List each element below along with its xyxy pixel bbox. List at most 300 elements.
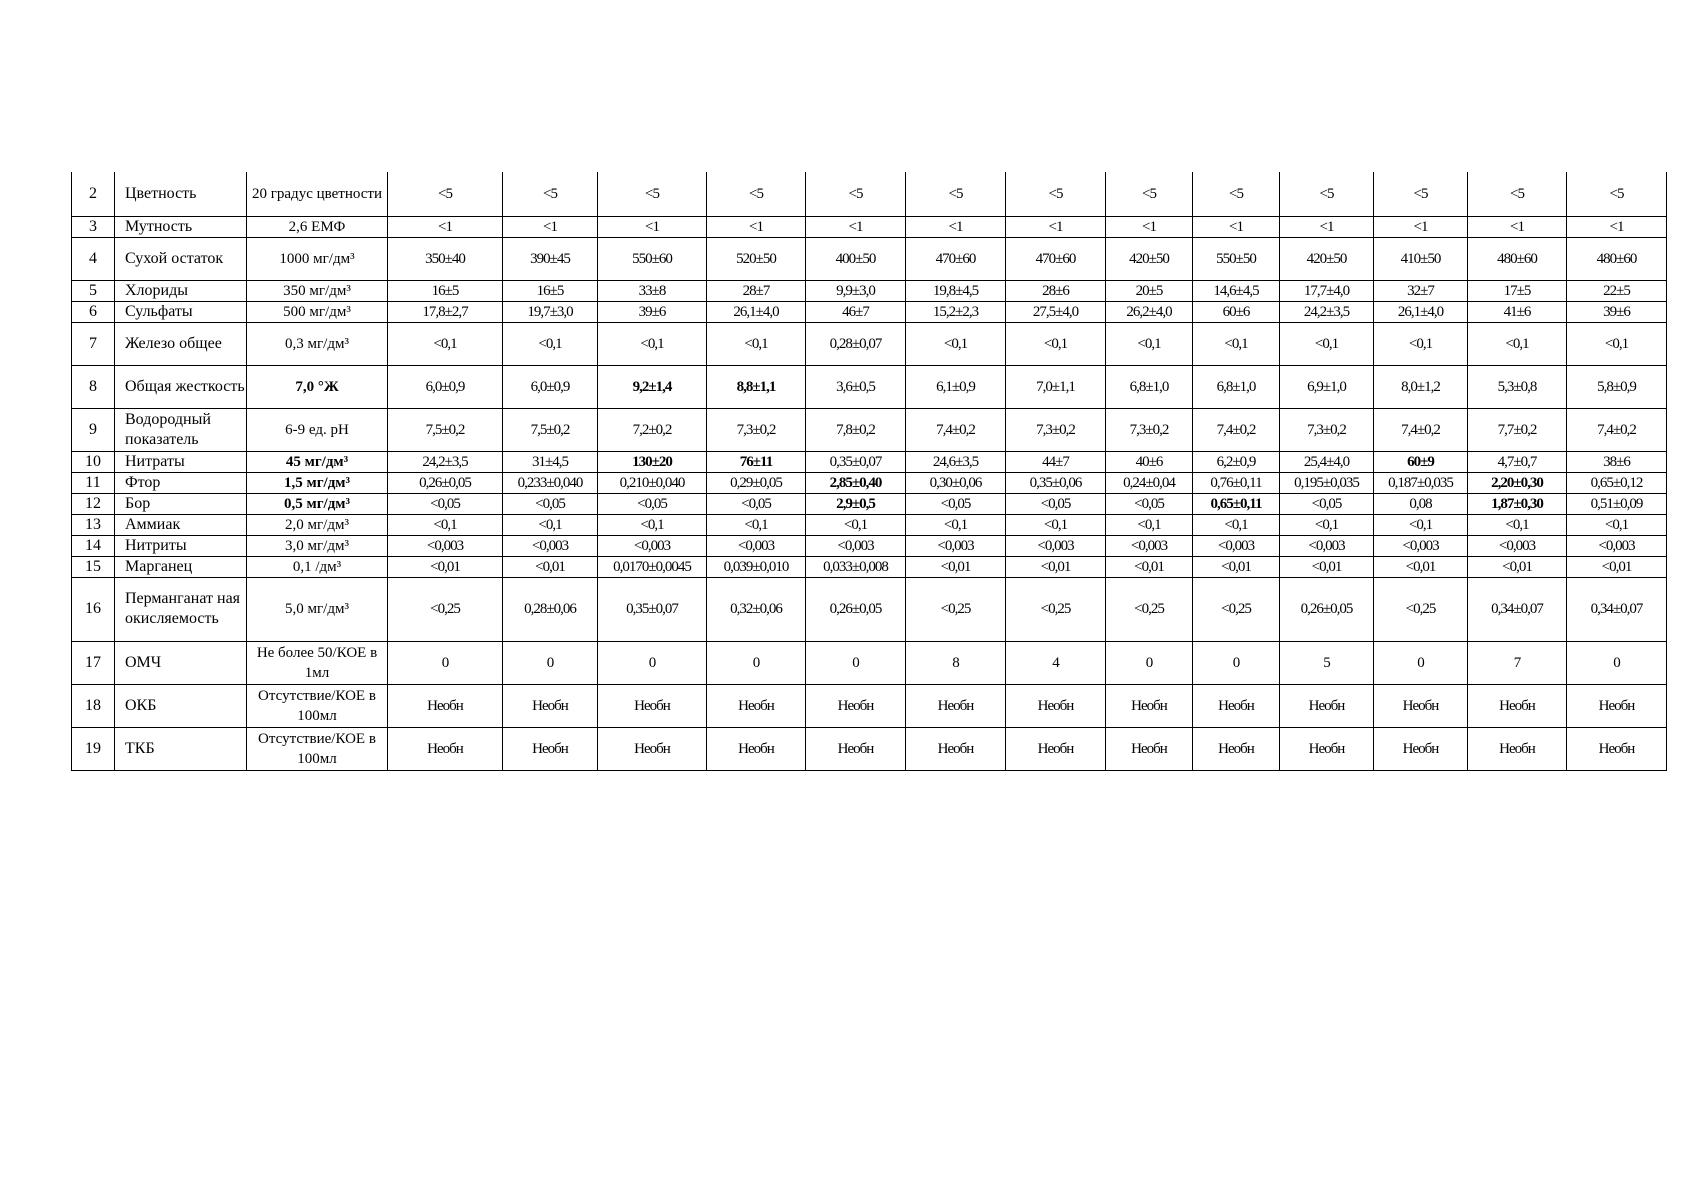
norm-value: 500 мг/дм³ xyxy=(247,301,388,322)
measurement-cell: Необн xyxy=(1280,727,1374,770)
measurement-cell: 17,8±2,7 xyxy=(388,301,503,322)
measurement-cell: 31±4,5 xyxy=(503,451,598,472)
measurement-cell: 8,0±1,2 xyxy=(1374,365,1468,408)
measurement-cell: 24,2±3,5 xyxy=(1280,301,1374,322)
norm-value: 0,3 мг/дм³ xyxy=(247,322,388,365)
norm-value: 2,0 мг/дм³ xyxy=(247,514,388,535)
measurement-cell: 130±20 xyxy=(598,451,707,472)
parameter-name: Мутность xyxy=(115,216,247,237)
measurement-cell: 550±60 xyxy=(598,237,707,280)
measurement-cell: 0,033±0,008 xyxy=(806,556,906,577)
measurement-cell: 0,76±0,11 xyxy=(1193,472,1280,493)
measurement-cell: Необн xyxy=(1106,684,1193,727)
measurement-cell: Необн xyxy=(503,684,598,727)
measurement-cell: <0,1 xyxy=(503,514,598,535)
measurement-cell: <1 xyxy=(503,216,598,237)
measurement-cell: <0,01 xyxy=(1006,556,1106,577)
measurement-cell: 0,210±0,040 xyxy=(598,472,707,493)
measurement-cell: 0 xyxy=(1193,641,1280,684)
measurement-cell: Необн xyxy=(1468,727,1567,770)
measurement-cell: <1 xyxy=(598,216,707,237)
measurement-cell: 0,28±0,07 xyxy=(806,322,906,365)
measurement-cell: 40±6 xyxy=(1106,451,1193,472)
table-row xyxy=(72,684,1667,727)
measurement-cell: 0,35±0,06 xyxy=(1006,472,1106,493)
measurement-cell: 16±5 xyxy=(388,280,503,301)
measurement-cell: <0,01 xyxy=(1374,556,1468,577)
measurement-cell: Необн xyxy=(388,684,503,727)
measurement-cell: <0,003 xyxy=(707,535,806,556)
measurement-cell: <5 xyxy=(1468,172,1567,216)
measurement-cell: <1 xyxy=(1106,216,1193,237)
measurement-cell: 46±7 xyxy=(806,301,906,322)
measurement-cell: Необн xyxy=(1374,727,1468,770)
norm-value: 0,5 мг/дм³ xyxy=(247,493,388,514)
measurement-cell: <5 xyxy=(1567,172,1667,216)
measurement-cell: <1 xyxy=(707,216,806,237)
measurement-cell: 0,24±0,04 xyxy=(1106,472,1193,493)
measurement-cell: 60±9 xyxy=(1374,451,1468,472)
measurement-cell: 0,65±0,11 xyxy=(1193,493,1280,514)
row-number: 10 xyxy=(72,451,115,472)
row-number: 5 xyxy=(72,280,115,301)
norm-value: Не более 50/КОЕ в 1мл xyxy=(247,641,388,684)
row-number: 3 xyxy=(72,216,115,237)
measurement-cell: <0,05 xyxy=(707,493,806,514)
measurement-cell: 8,8±1,1 xyxy=(707,365,806,408)
parameter-name: ТКБ xyxy=(115,727,247,770)
measurement-cell: 7,3±0,2 xyxy=(1106,408,1193,451)
measurement-cell: <0,01 xyxy=(388,556,503,577)
parameter-name: Нитриты xyxy=(115,535,247,556)
measurement-cell: <0,25 xyxy=(1006,577,1106,641)
parameter-name: ОКБ xyxy=(115,684,247,727)
measurement-cell: <0,1 xyxy=(1106,322,1193,365)
measurement-cell: <1 xyxy=(388,216,503,237)
row-number: 6 xyxy=(72,301,115,322)
measurement-cell: 0,51±0,09 xyxy=(1567,493,1667,514)
measurement-cell: <0,003 xyxy=(1006,535,1106,556)
measurement-cell: <0,003 xyxy=(806,535,906,556)
measurement-cell: <0,01 xyxy=(1468,556,1567,577)
parameter-name: Аммиак xyxy=(115,514,247,535)
measurement-cell: <5 xyxy=(1374,172,1468,216)
norm-value: 20 градус цветности xyxy=(247,172,388,216)
parameter-name: Сульфаты xyxy=(115,301,247,322)
measurement-cell: <0,05 xyxy=(906,493,1006,514)
measurement-cell: <0,25 xyxy=(1193,577,1280,641)
measurement-cell: 7,4±0,2 xyxy=(1567,408,1667,451)
row-number: 9 xyxy=(72,408,115,451)
measurement-cell: <0,05 xyxy=(1280,493,1374,514)
measurement-cell: 39±6 xyxy=(598,301,707,322)
table-row xyxy=(72,216,1667,237)
measurement-cell: 19,8±4,5 xyxy=(906,280,1006,301)
measurement-cell: 8 xyxy=(906,641,1006,684)
measurement-cell: 0,195±0,035 xyxy=(1280,472,1374,493)
parameter-name: Сухой остаток xyxy=(115,237,247,280)
measurement-cell: <0,003 xyxy=(1468,535,1567,556)
water-analysis-table xyxy=(71,172,1667,771)
parameter-name: ОМЧ xyxy=(115,641,247,684)
measurement-cell: Необн xyxy=(1280,684,1374,727)
measurement-cell: 470±60 xyxy=(1006,237,1106,280)
measurement-cell: 0 xyxy=(503,641,598,684)
measurement-cell: 27,5±4,0 xyxy=(1006,301,1106,322)
measurement-cell: <5 xyxy=(707,172,806,216)
measurement-cell: <0,1 xyxy=(1280,514,1374,535)
measurement-cell: 0,65±0,12 xyxy=(1567,472,1667,493)
measurement-cell: 17±5 xyxy=(1468,280,1567,301)
measurement-cell: <5 xyxy=(388,172,503,216)
norm-value: 1000 мг/дм³ xyxy=(247,237,388,280)
measurement-cell: 7,5±0,2 xyxy=(503,408,598,451)
parameter-name: Цветность xyxy=(115,172,247,216)
table-row xyxy=(72,301,1667,322)
measurement-cell: <0,1 xyxy=(388,322,503,365)
measurement-cell: 6,9±1,0 xyxy=(1280,365,1374,408)
row-number: 19 xyxy=(72,727,115,770)
measurement-cell: <1 xyxy=(1193,216,1280,237)
measurement-cell: <0,1 xyxy=(388,514,503,535)
measurement-cell: Необн xyxy=(1006,684,1106,727)
norm-value: Отсутствие/КОЕ в 100мл xyxy=(247,684,388,727)
measurement-cell: Необн xyxy=(388,727,503,770)
measurement-cell: <0,1 xyxy=(1006,322,1106,365)
measurement-cell: <5 xyxy=(806,172,906,216)
measurement-cell: <0,25 xyxy=(388,577,503,641)
measurement-cell: 400±50 xyxy=(806,237,906,280)
measurement-cell: <0,1 xyxy=(906,322,1006,365)
measurement-cell: <1 xyxy=(1468,216,1567,237)
measurement-cell: <0,003 xyxy=(1193,535,1280,556)
table-row xyxy=(72,493,1667,514)
measurement-cell: Необн xyxy=(906,684,1006,727)
measurement-cell: 32±7 xyxy=(1374,280,1468,301)
measurement-cell: 480±60 xyxy=(1468,237,1567,280)
table-row xyxy=(72,641,1667,684)
norm-value: 350 мг/дм³ xyxy=(247,280,388,301)
measurement-cell: 0,26±0,05 xyxy=(388,472,503,493)
measurement-cell: 4 xyxy=(1006,641,1106,684)
measurement-cell: Необн xyxy=(906,727,1006,770)
measurement-cell: 22±5 xyxy=(1567,280,1667,301)
norm-value: 6-9 ед. pH xyxy=(247,408,388,451)
measurement-cell: 0,26±0,05 xyxy=(806,577,906,641)
measurement-cell: 0,35±0,07 xyxy=(806,451,906,472)
measurement-cell: Необн xyxy=(1006,727,1106,770)
measurement-cell: Необн xyxy=(1193,684,1280,727)
measurement-cell: 7,3±0,2 xyxy=(1006,408,1106,451)
measurement-cell: Необн xyxy=(707,727,806,770)
measurement-cell: <5 xyxy=(1280,172,1374,216)
norm-value: 45 мг/дм³ xyxy=(247,451,388,472)
measurement-cell: 0,29±0,05 xyxy=(707,472,806,493)
measurement-cell: 39±6 xyxy=(1567,301,1667,322)
parameter-name: Железо общее xyxy=(115,322,247,365)
measurement-cell: 0 xyxy=(1106,641,1193,684)
norm-value: 2,6 ЕМФ xyxy=(247,216,388,237)
measurement-cell: <0,1 xyxy=(806,514,906,535)
row-number: 14 xyxy=(72,535,115,556)
parameter-name: Фтор xyxy=(115,472,247,493)
norm-value: 5,0 мг/дм³ xyxy=(247,577,388,641)
measurement-cell: 25,4±4,0 xyxy=(1280,451,1374,472)
table-row xyxy=(72,408,1667,451)
measurement-cell: 4,7±0,7 xyxy=(1468,451,1567,472)
measurement-cell: 0 xyxy=(707,641,806,684)
measurement-cell: 6,8±1,0 xyxy=(1193,365,1280,408)
measurement-cell: 19,7±3,0 xyxy=(503,301,598,322)
measurement-cell: 420±50 xyxy=(1280,237,1374,280)
measurement-cell: <0,01 xyxy=(503,556,598,577)
measurement-cell: Необн xyxy=(1193,727,1280,770)
measurement-cell: 420±50 xyxy=(1106,237,1193,280)
measurement-cell: 76±11 xyxy=(707,451,806,472)
row-number: 16 xyxy=(72,577,115,641)
measurement-cell: <1 xyxy=(806,216,906,237)
measurement-cell: 350±40 xyxy=(388,237,503,280)
measurement-cell: Необн xyxy=(1567,727,1667,770)
measurement-cell: <5 xyxy=(1193,172,1280,216)
row-number: 12 xyxy=(72,493,115,514)
measurement-cell: 390±45 xyxy=(503,237,598,280)
measurement-cell: <0,1 xyxy=(1280,322,1374,365)
measurement-cell: 28±6 xyxy=(1006,280,1106,301)
parameter-name: Водородный показатель xyxy=(115,408,247,451)
measurement-cell: 0,0170±0,0045 xyxy=(598,556,707,577)
measurement-cell: <0,1 xyxy=(707,322,806,365)
parameter-name: Общая жесткость xyxy=(115,365,247,408)
measurement-cell: 7,3±0,2 xyxy=(1280,408,1374,451)
parameter-name: Марганец xyxy=(115,556,247,577)
measurement-cell: <0,003 xyxy=(1106,535,1193,556)
row-number: 15 xyxy=(72,556,115,577)
measurement-cell: Необн xyxy=(806,727,906,770)
measurement-cell: 15,2±2,3 xyxy=(906,301,1006,322)
norm-value: 0,1 /дм³ xyxy=(247,556,388,577)
row-number: 7 xyxy=(72,322,115,365)
table-row xyxy=(72,280,1667,301)
norm-value: 3,0 мг/дм³ xyxy=(247,535,388,556)
measurement-cell: <0,25 xyxy=(1374,577,1468,641)
measurement-cell: <1 xyxy=(1567,216,1667,237)
measurement-cell: 0,34±0,07 xyxy=(1468,577,1567,641)
measurement-cell: 0 xyxy=(806,641,906,684)
measurement-cell: <1 xyxy=(1374,216,1468,237)
measurement-cell: 16±5 xyxy=(503,280,598,301)
measurement-cell: 0,34±0,07 xyxy=(1567,577,1667,641)
measurement-cell: <0,01 xyxy=(1106,556,1193,577)
measurement-cell: <0,1 xyxy=(1193,322,1280,365)
measurement-cell: Необн xyxy=(598,727,707,770)
measurement-cell: 41±6 xyxy=(1468,301,1567,322)
measurement-cell: 0,26±0,05 xyxy=(1280,577,1374,641)
measurement-cell: 1,87±0,30 xyxy=(1468,493,1567,514)
measurement-cell: 7,0±1,1 xyxy=(1006,365,1106,408)
measurement-cell: <5 xyxy=(1106,172,1193,216)
measurement-cell: 5,3±0,8 xyxy=(1468,365,1567,408)
measurement-cell: <0,25 xyxy=(1106,577,1193,641)
measurement-cell: 0,30±0,06 xyxy=(906,472,1006,493)
measurement-cell: <0,05 xyxy=(388,493,503,514)
measurement-cell: 24,2±3,5 xyxy=(388,451,503,472)
measurement-cell: 14,6±4,5 xyxy=(1193,280,1280,301)
measurement-cell: 0 xyxy=(1567,641,1667,684)
measurement-cell: <0,05 xyxy=(503,493,598,514)
measurement-cell: <0,003 xyxy=(1280,535,1374,556)
measurement-cell: Необн xyxy=(1374,684,1468,727)
measurement-cell: <5 xyxy=(906,172,1006,216)
measurement-cell: 3,6±0,5 xyxy=(806,365,906,408)
measurement-cell: <0,01 xyxy=(1567,556,1667,577)
row-number: 4 xyxy=(72,237,115,280)
row-number: 2 xyxy=(72,172,115,216)
measurement-cell: 7 xyxy=(1468,641,1567,684)
measurement-cell: <0,1 xyxy=(906,514,1006,535)
measurement-cell: 7,4±0,2 xyxy=(906,408,1006,451)
parameter-name: Хлориды xyxy=(115,280,247,301)
measurement-cell: <0,1 xyxy=(598,514,707,535)
measurement-cell: 470±60 xyxy=(906,237,1006,280)
measurement-cell: <0,1 xyxy=(1106,514,1193,535)
norm-value: 7,0 °Ж xyxy=(247,365,388,408)
table-row xyxy=(72,577,1667,641)
measurement-cell: 9,2±1,4 xyxy=(598,365,707,408)
measurement-cell: 6,8±1,0 xyxy=(1106,365,1193,408)
measurement-cell: <0,003 xyxy=(1374,535,1468,556)
measurement-cell: <0,05 xyxy=(1006,493,1106,514)
measurement-cell: 28±7 xyxy=(707,280,806,301)
norm-value: Отсутствие/КОЕ в 100мл xyxy=(247,727,388,770)
measurement-cell: <5 xyxy=(598,172,707,216)
measurement-cell: <0,1 xyxy=(1374,514,1468,535)
measurement-cell: 6,1±0,9 xyxy=(906,365,1006,408)
measurement-cell: <0,1 xyxy=(1006,514,1106,535)
measurement-cell: 0,08 xyxy=(1374,493,1468,514)
row-number: 13 xyxy=(72,514,115,535)
measurement-cell: 17,7±4,0 xyxy=(1280,280,1374,301)
table-row xyxy=(72,451,1667,472)
measurement-cell: 9,9±3,0 xyxy=(806,280,906,301)
measurement-cell: 0,28±0,06 xyxy=(503,577,598,641)
measurement-cell: <0,05 xyxy=(598,493,707,514)
measurement-cell: <0,1 xyxy=(1567,322,1667,365)
measurement-cell: <1 xyxy=(906,216,1006,237)
measurement-cell: 410±50 xyxy=(1374,237,1468,280)
measurement-cell: 480±60 xyxy=(1567,237,1667,280)
measurement-cell: 26,1±4,0 xyxy=(707,301,806,322)
measurement-cell: <0,003 xyxy=(388,535,503,556)
measurement-cell: 5 xyxy=(1280,641,1374,684)
measurement-cell: <1 xyxy=(1006,216,1106,237)
measurement-cell: 550±50 xyxy=(1193,237,1280,280)
row-number: 18 xyxy=(72,684,115,727)
measurement-cell: 0,35±0,07 xyxy=(598,577,707,641)
measurement-cell: 520±50 xyxy=(707,237,806,280)
measurement-cell: <0,25 xyxy=(906,577,1006,641)
measurement-cell: Необн xyxy=(1468,684,1567,727)
measurement-cell: <5 xyxy=(503,172,598,216)
measurement-cell: 2,85±0,40 xyxy=(806,472,906,493)
table-body xyxy=(72,172,1667,770)
measurement-cell: Необн xyxy=(707,684,806,727)
measurement-cell: 0,187±0,035 xyxy=(1374,472,1468,493)
measurement-cell: <0,1 xyxy=(1468,322,1567,365)
measurement-cell: 7,3±0,2 xyxy=(707,408,806,451)
measurement-cell: 7,4±0,2 xyxy=(1193,408,1280,451)
measurement-cell: 2,20±0,30 xyxy=(1468,472,1567,493)
measurement-cell: <0,1 xyxy=(1193,514,1280,535)
measurement-cell: 6,0±0,9 xyxy=(388,365,503,408)
measurement-cell: 24,6±3,5 xyxy=(906,451,1006,472)
measurement-cell: <0,003 xyxy=(1567,535,1667,556)
measurement-cell: <0,003 xyxy=(503,535,598,556)
measurement-cell: Необн xyxy=(598,684,707,727)
measurement-cell: 0,233±0,040 xyxy=(503,472,598,493)
measurement-cell: <0,05 xyxy=(1106,493,1193,514)
measurement-cell: 6,0±0,9 xyxy=(503,365,598,408)
measurement-cell: <0,01 xyxy=(1280,556,1374,577)
measurement-cell: 0 xyxy=(388,641,503,684)
measurement-cell: Необн xyxy=(1106,727,1193,770)
parameter-name: Перманганат ная окисляемость xyxy=(115,577,247,641)
measurement-cell: 0 xyxy=(598,641,707,684)
measurement-cell: 26,2±4,0 xyxy=(1106,301,1193,322)
measurement-cell: 0,32±0,06 xyxy=(707,577,806,641)
measurement-cell: 26,1±4,0 xyxy=(1374,301,1468,322)
row-number: 17 xyxy=(72,641,115,684)
table-row xyxy=(72,514,1667,535)
norm-value: 1,5 мг/дм³ xyxy=(247,472,388,493)
table-row xyxy=(72,322,1667,365)
table-row xyxy=(72,237,1667,280)
measurement-cell: 0 xyxy=(1374,641,1468,684)
measurement-cell: 2,9±0,5 xyxy=(806,493,906,514)
measurement-cell: <0,1 xyxy=(1374,322,1468,365)
table-row xyxy=(72,472,1667,493)
measurement-cell: <0,1 xyxy=(598,322,707,365)
measurement-cell: 7,7±0,2 xyxy=(1468,408,1567,451)
measurement-cell: <5 xyxy=(1006,172,1106,216)
measurement-cell: 6,2±0,9 xyxy=(1193,451,1280,472)
measurement-cell: 7,8±0,2 xyxy=(806,408,906,451)
table-row xyxy=(72,727,1667,770)
measurement-cell: <0,1 xyxy=(1468,514,1567,535)
row-number: 8 xyxy=(72,365,115,408)
parameter-name: Бор xyxy=(115,493,247,514)
measurement-cell: 7,5±0,2 xyxy=(388,408,503,451)
measurement-cell: 20±5 xyxy=(1106,280,1193,301)
measurement-cell: 38±6 xyxy=(1567,451,1667,472)
measurement-cell: 44±7 xyxy=(1006,451,1106,472)
measurement-cell: <0,1 xyxy=(503,322,598,365)
measurement-cell: 7,4±0,2 xyxy=(1374,408,1468,451)
measurement-cell: 7,2±0,2 xyxy=(598,408,707,451)
measurement-cell: <0,1 xyxy=(1567,514,1667,535)
measurement-cell: 0,039±0,010 xyxy=(707,556,806,577)
measurement-cell: <0,003 xyxy=(906,535,1006,556)
measurement-cell: <0,003 xyxy=(598,535,707,556)
parameter-name: Нитраты xyxy=(115,451,247,472)
row-number: 11 xyxy=(72,472,115,493)
table-row xyxy=(72,172,1667,216)
measurement-cell: <0,1 xyxy=(707,514,806,535)
table-row xyxy=(72,535,1667,556)
measurement-cell: 60±6 xyxy=(1193,301,1280,322)
measurement-cell: Необн xyxy=(1567,684,1667,727)
measurement-cell: <0,01 xyxy=(1193,556,1280,577)
